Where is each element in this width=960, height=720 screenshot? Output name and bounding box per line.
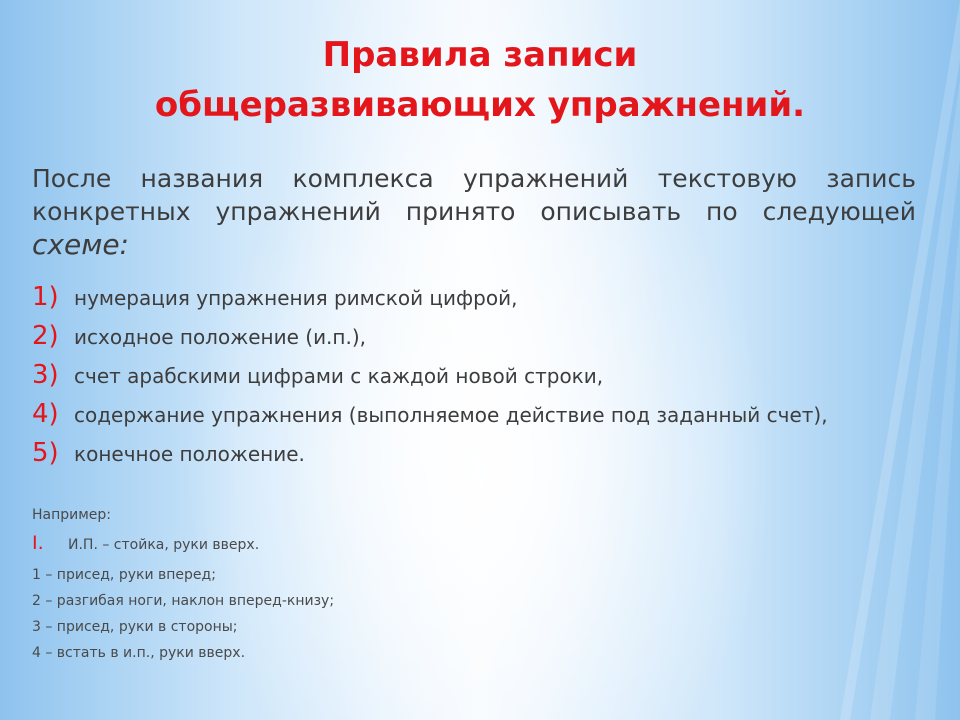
example-line: 4 – встать в и.п., руки вверх.: [32, 645, 246, 661]
title-line-2: общеразвивающих упражнений.: [154, 85, 806, 125]
list-number: 2): [32, 321, 59, 351]
example-first-text: И.П. – стойка, руки вверх.: [68, 537, 260, 553]
intro-paragraph: [32, 162, 916, 262]
example-section: [32, 502, 632, 666]
list-text: содержание упражнения (выполняемое действие под заданный счет),: [74, 403, 828, 427]
list-text: нумерация упражнения римской цифрой,: [74, 286, 518, 310]
list-item: [32, 321, 932, 360]
intro-text: После названия комплекса упражнений текстовую запись конкретных упражнений принято описывать по следующей: [32, 164, 916, 226]
list-number: 3): [32, 360, 59, 390]
list-number: 5): [32, 438, 59, 468]
title-line-1: Правила записи: [322, 35, 638, 75]
intro-emphasis: схеме: [32, 228, 120, 261]
example-line: 2 – разгибая ноги, наклон вперед-книзу;: [32, 593, 335, 609]
example-roman-number: I.: [32, 532, 44, 554]
list-item: [32, 399, 932, 438]
list-number: 1): [32, 282, 59, 312]
example-line: 3 – присед, руки в стороны;: [32, 619, 238, 635]
intro-suffix: :: [119, 228, 129, 261]
example-first-line: [32, 532, 632, 562]
list-item: [32, 360, 932, 399]
list-item: [32, 438, 932, 477]
list-text: исходное положение (и.п.),: [74, 325, 367, 349]
list-item: [32, 282, 932, 321]
example-line: 1 – присед, руки вперед;: [32, 567, 216, 583]
rules-list: [32, 282, 932, 477]
list-number: 4): [32, 399, 59, 429]
slide-title: [60, 30, 900, 130]
list-text: конечное положение.: [74, 442, 305, 466]
list-text: счет арабскими цифрами с каждой новой строки,: [74, 364, 604, 388]
example-label: Например:: [32, 507, 112, 523]
